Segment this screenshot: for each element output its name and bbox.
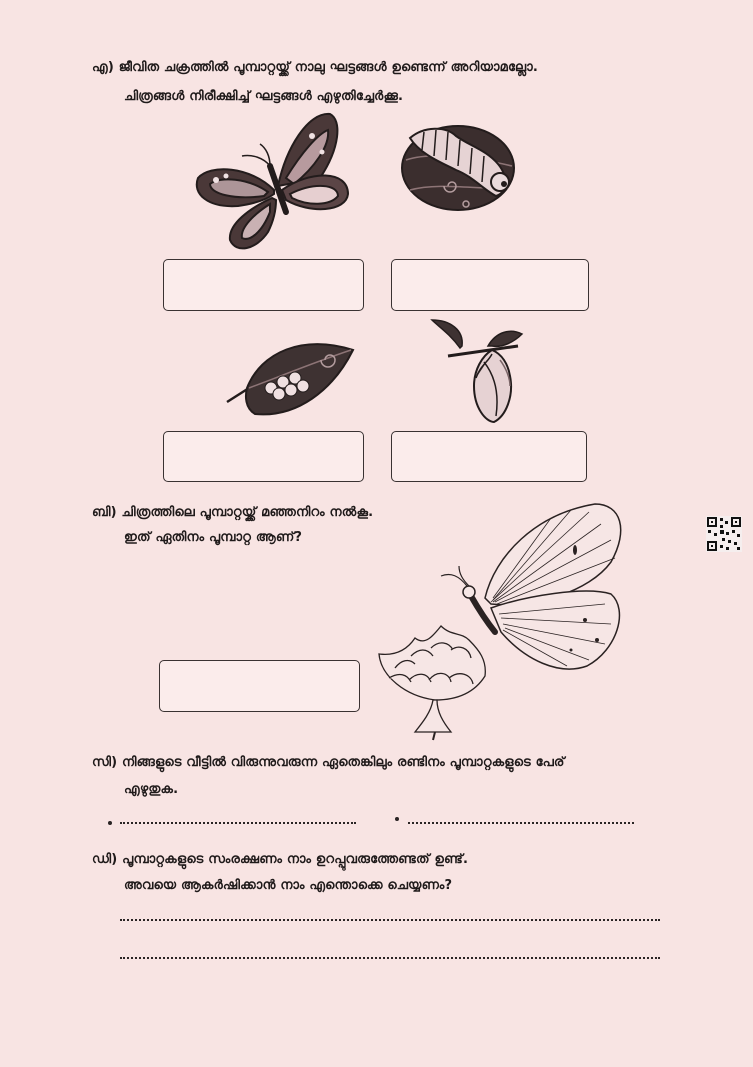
- answer-line-c2[interactable]: [408, 822, 634, 824]
- answer-box-pupa[interactable]: [391, 431, 587, 482]
- question-c-line1: [92, 755, 565, 770]
- answer-line-d2[interactable]: [120, 957, 660, 959]
- question-d-line1: [92, 852, 468, 867]
- answer-box-adult[interactable]: [163, 259, 364, 311]
- question-c-line2: എഴുതുക.: [124, 782, 179, 797]
- answer-line-c1[interactable]: [120, 822, 356, 824]
- answer-line-d1[interactable]: [120, 919, 660, 921]
- question-d-line2: അവയെ ആകർഷിക്കാൻ നാം എന്തൊക്കെ ചെയ്യണം?: [124, 878, 453, 893]
- caterpillar-icon: [400, 120, 520, 215]
- qr-code-icon: [706, 516, 742, 552]
- question-c-marker: സി): [92, 755, 118, 770]
- eggs-on-leaf-icon: [225, 330, 360, 422]
- question-b-line2: ഇത് ഏതിനം പൂമ്പാറ്റ ആണ്?: [124, 530, 303, 545]
- butterfly-adult-icon: [190, 108, 355, 256]
- question-a-marker: എ): [92, 60, 114, 75]
- answer-box-butterfly-name[interactable]: [159, 660, 360, 712]
- bullet-point: [395, 817, 399, 821]
- question-d-marker: ഡി): [92, 852, 118, 867]
- question-a-line2: ചിത്രങ്ങൾ നിരീക്ഷിച്ച് ഘട്ടങ്ങൾ എഴുതിച്ചേർക്കൂ.: [124, 89, 404, 104]
- question-b-marker: ബി): [92, 505, 117, 520]
- question-d-text1: പൂമ്പാറ്റകളുടെ സംരക്ഷണം നാം ഉറപ്പുവരുത്തേണ്ടത് ഉണ്ട്.: [122, 852, 469, 867]
- question-c-text1: നിങ്ങളുടെ വീട്ടിൽ വിരുന്നുവരുന്ന ഏതെങ്കിലും രണ്ടിനം പൂമ്പാറ്റകളുടെ പേര്: [122, 755, 565, 770]
- answer-box-egg[interactable]: [163, 431, 364, 482]
- butterfly-on-flower-icon: [375, 500, 630, 740]
- question-b-text1: ചിത്രത്തിലെ പൂമ്പാറ്റയ്ക്ക് മഞ്ഞനിറം നൽകൂ.: [121, 505, 374, 520]
- question-a-line1: [92, 60, 538, 75]
- answer-box-larva[interactable]: [391, 259, 589, 311]
- chrysalis-icon: [430, 316, 525, 426]
- bullet-point: [108, 821, 112, 825]
- question-b-line1: [92, 505, 373, 520]
- question-a-text1: ജീവിത ചക്രത്തിൽ പൂമ്പാറ്റയ്ക്ക് നാലു ഘട്ടങ്ങൾ ഉണ്ടെന്ന് അറിയാമല്ലോ.: [118, 60, 538, 75]
